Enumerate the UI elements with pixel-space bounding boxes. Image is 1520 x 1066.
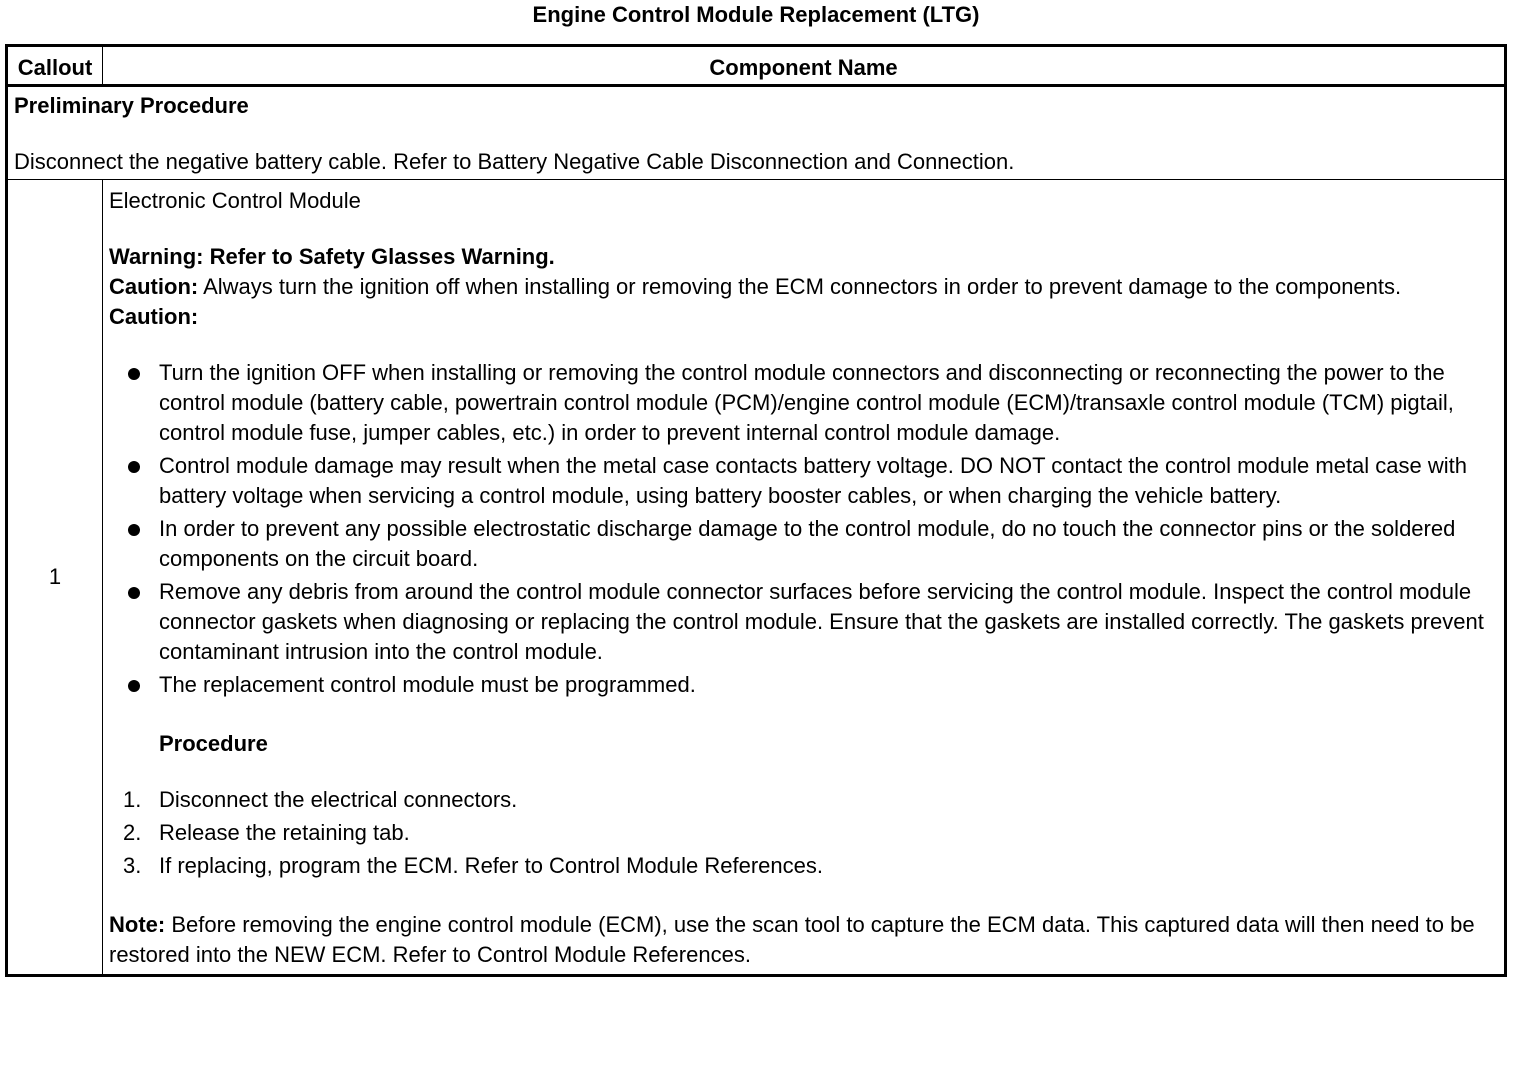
list-item: Remove any debris from around the control module connector surfaces before servicing the control module. Inspect the control module connector gaskets when diagnosing or replacing the control module. Ensure that the gaskets are installed correctly. The gaskets prevent contaminant intrusion into the control module. <box>109 577 1498 667</box>
note-block <box>109 910 1498 970</box>
list-item: 1. Disconnect the electrical connectors. <box>109 785 1498 815</box>
table-header-row <box>7 46 1506 86</box>
preliminary-cell <box>7 86 1506 180</box>
caution-label-2: Caution: <box>109 304 199 329</box>
component-details <box>103 180 1506 976</box>
list-item: 2. Release the retaining tab. <box>109 818 1498 848</box>
step-number: 2. <box>123 820 142 845</box>
preliminary-title: Preliminary Procedure <box>14 93 249 118</box>
list-item: Turn the ignition OFF when installing or removing the control module connectors and disconnecting or reconnecting the power to the control module (battery cable, powertrain control module (PCM)/engine control module (ECM)/transaxle control module (TCM) pigtail, control module fuse, jumper cables, etc.) in order to prevent internal control module damage. <box>109 358 1498 448</box>
caution-block <box>109 272 1498 302</box>
header-component-name: Component Name <box>103 46 1506 86</box>
table-row <box>7 180 1506 976</box>
bullet-icon <box>128 524 140 536</box>
note-text: Before removing the engine control module (ECM), use the scan tool to capture the ECM data. This captured data will then need to be restored into the NEW ECM. Refer to Control Module References. <box>109 912 1475 967</box>
procedure-heading: Procedure <box>159 731 268 756</box>
caution-text: Always turn the ignition off when installing or removing the ECM connectors in order to prevent damage to the components. <box>198 274 1402 299</box>
list-item: 3. If replacing, program the ECM. Refer to Control Module References. <box>109 851 1498 881</box>
procedure-steps <box>109 785 1498 881</box>
component-name: Electronic Control Module <box>109 188 361 213</box>
header-callout: Callout <box>7 46 103 86</box>
caution-label: Caution: <box>109 274 199 299</box>
bullet-icon <box>128 680 140 692</box>
bullet-icon <box>128 587 140 599</box>
list-item: In order to prevent any possible electrostatic discharge damage to the control module, do no touch the connector pins or the soldered components on the circuit board. <box>109 514 1498 574</box>
list-item: The replacement control module must be programmed. <box>109 670 1498 700</box>
warning-text: Warning: Refer to Safety Glasses Warning. <box>109 244 555 269</box>
bullet-icon <box>128 461 140 473</box>
step-number: 1. <box>123 787 142 812</box>
callout-number: 1 <box>7 180 103 976</box>
note-label: Note: <box>109 912 166 937</box>
procedure-table <box>5 44 1507 977</box>
step-number: 3. <box>123 853 142 878</box>
page-title: Engine Control Module Replacement (LTG) <box>532 2 980 27</box>
caution-bullet-list <box>109 358 1498 700</box>
preliminary-row <box>7 86 1506 180</box>
preliminary-text: Disconnect the negative battery cable. Refer to Battery Negative Cable Disconnection and Connection. <box>14 149 1015 174</box>
bullet-icon <box>128 368 140 380</box>
list-item: Control module damage may result when the metal case contacts battery voltage. DO NOT contact the control module metal case with battery voltage when servicing a control module, using battery booster cables, or when charging the vehicle battery. <box>109 451 1498 511</box>
